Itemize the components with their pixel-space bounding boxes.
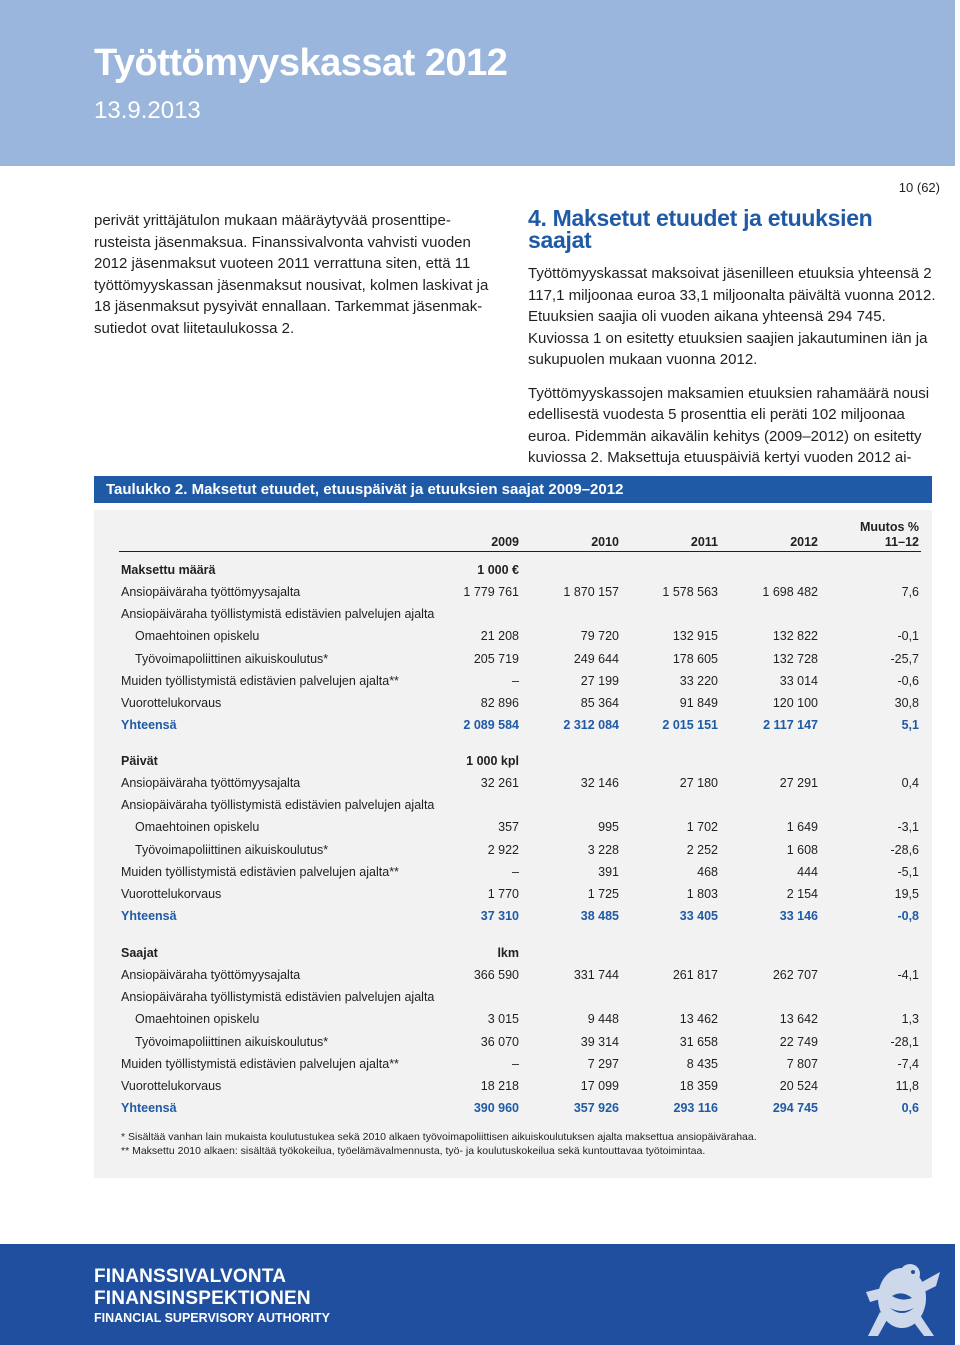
cell-c4: 294 745 xyxy=(772,1101,818,1115)
cell-c4: 1 608 xyxy=(786,843,818,857)
row-label: Yhteensä xyxy=(121,718,177,732)
cell-c1: 32 261 xyxy=(480,776,519,790)
table-row xyxy=(0,607,960,625)
table-section-header xyxy=(0,563,960,581)
cell-c1: lkm xyxy=(497,946,519,960)
table-row xyxy=(0,843,960,861)
table-row xyxy=(0,776,960,794)
cell-c3: 18 359 xyxy=(679,1079,718,1093)
footnote-2: ** Maksettu 2010 alkaen: sisältää työkokeilua, työelämävalmennusta, työ- ja koulutuskokeilua sekä kuntouttavaa työtoimintaa. xyxy=(121,1145,706,1157)
coat-of-arms-lion-icon xyxy=(862,1252,942,1340)
cell-c3: 261 817 xyxy=(672,968,718,982)
cell-c1: 390 960 xyxy=(473,1101,519,1115)
cell-c1: 1 779 761 xyxy=(463,585,519,599)
cell-c1: 357 xyxy=(498,820,519,834)
cell-c4: 1 649 xyxy=(786,820,818,834)
cell-c5: -3,1 xyxy=(897,820,919,834)
page-header xyxy=(0,0,955,166)
logo-line-fi: FINANSSIVALVONTA xyxy=(94,1266,287,1287)
cell-c3: 293 116 xyxy=(673,1101,718,1115)
table-row xyxy=(0,798,960,816)
cell-c4: 262 707 xyxy=(772,968,818,982)
row-label: Vuorottelukorvaus xyxy=(121,1079,222,1093)
section-paragraph-1: Työttömyyskassat maksoivat jäsenilleen etuuksia yhteensä 2 117,1 miljoonaa euroa 33,1 miljoonalta päivältä vuonna 2012. Etuuksien saajia oli vuoden aikana yhteensä 294 745. Kuviossa 1 on esitetty etuuksien saajien jakautuminen iän ja sukupuolen mukaan vuonna 2012. xyxy=(528,265,936,368)
section-paragraph-2: Työttömyyskassojen maksamien etuuksien rahamäärä nousi edellisestä vuodesta 5 prosenttia eli peräti 102 miljoonaa euroa. Pidemmän aikavälin kehitys (2009–2012) on esitetty kuviossa 2. Maksettuja etuuspäiviä kertyi vuoden 2012 ai- xyxy=(528,384,930,466)
left-column-text xyxy=(94,210,504,339)
table-row xyxy=(0,652,960,670)
footnote-1: * Sisältää vanhan lain mukaista koulutustukea sekä 2010 alkaen työvoimapoliittisen aikuiskoulutuksen ajalta maksettua ansiopäivärahaa. xyxy=(121,1131,757,1143)
cell-c1: 21 208 xyxy=(480,629,519,643)
cell-c4: 7 807 xyxy=(786,1057,818,1071)
cell-c5: 30,8 xyxy=(894,696,919,710)
cell-c1: 1 000 € xyxy=(477,563,519,577)
cell-c2: 17 099 xyxy=(580,1079,619,1093)
cell-c4: 1 698 482 xyxy=(762,585,818,599)
cell-c4: 33 014 xyxy=(779,674,818,688)
row-label: Omaehtoinen opiskelu xyxy=(135,820,260,834)
table-title: Taulukko 2. Maksetut etuudet, etuuspäivät ja etuuksien saajat 2009–2012 xyxy=(106,481,624,498)
cell-c2: 331 744 xyxy=(573,968,619,982)
cell-c1: 1 000 kpl xyxy=(466,754,519,768)
row-label: Ansiopäiväraha työllistymistä edistävien palvelujen ajalta xyxy=(121,607,435,621)
logo-line-sv: FINANSINSPEKTIONEN xyxy=(94,1288,311,1309)
cell-c4: 33 146 xyxy=(779,909,818,923)
table-title-bar xyxy=(94,476,932,503)
row-label: Ansiopäiväraha työllistymistä edistävien palvelujen ajalta xyxy=(121,990,435,1004)
cell-c3: 1 702 xyxy=(686,820,718,834)
table-row xyxy=(0,585,960,603)
table-total-row xyxy=(0,718,960,736)
cell-c5: 0,6 xyxy=(901,1101,919,1115)
cell-c1: – xyxy=(512,865,519,879)
table-row xyxy=(0,629,960,647)
cell-c1: 36 070 xyxy=(480,1035,519,1049)
cell-c4: 22 749 xyxy=(779,1035,818,1049)
col-header-2010: 2010 xyxy=(591,535,619,549)
cell-c1: 366 590 xyxy=(473,968,519,982)
cell-c2: 38 485 xyxy=(580,909,619,923)
cell-c2: 3 228 xyxy=(587,843,619,857)
cell-c1: – xyxy=(512,1057,519,1071)
cell-c3: 33 405 xyxy=(679,909,718,923)
cell-c2: 995 xyxy=(598,820,619,834)
cell-c3: 27 180 xyxy=(679,776,718,790)
cell-c3: 13 462 xyxy=(679,1012,718,1026)
col-header-2009: 2009 xyxy=(491,535,519,549)
cell-c5: -28,1 xyxy=(890,1035,919,1049)
cell-c5: 1,3 xyxy=(901,1012,919,1026)
table-header-rule xyxy=(119,551,921,552)
cell-c2: 39 314 xyxy=(580,1035,619,1049)
cell-c1: 82 896 xyxy=(480,696,519,710)
table-row xyxy=(0,968,960,986)
cell-c2: 85 364 xyxy=(580,696,619,710)
row-label: Omaehtoinen opiskelu xyxy=(135,629,260,643)
table-section-header xyxy=(0,946,960,964)
cell-c1: 2 089 584 xyxy=(463,718,519,732)
table-row xyxy=(0,674,960,692)
cell-c3: 1 803 xyxy=(686,887,718,901)
cell-c1: – xyxy=(512,674,519,688)
cell-c2: 1 725 xyxy=(587,887,619,901)
cell-c3: 31 658 xyxy=(679,1035,718,1049)
cell-c5: 19,5 xyxy=(894,887,919,901)
cell-c3: 2 252 xyxy=(686,843,718,857)
col-header-2011: 2011 xyxy=(690,535,718,549)
cell-c3: 178 605 xyxy=(672,652,718,666)
table-row xyxy=(0,820,960,838)
cell-c5: -7,4 xyxy=(897,1057,919,1071)
row-label: Vuorottelukorvaus xyxy=(121,696,222,710)
row-label: Muiden työllistymistä edistävien palvelujen ajalta** xyxy=(121,865,399,879)
cell-c3: 33 220 xyxy=(679,674,718,688)
cell-c3: 468 xyxy=(697,865,718,879)
cell-c4: 2 117 147 xyxy=(763,718,818,732)
logo-line-en: FINANCIAL SUPERVISORY AUTHORITY xyxy=(94,1311,330,1325)
cell-c3: 1 578 563 xyxy=(662,585,718,599)
cell-c5: -0,1 xyxy=(897,629,919,643)
section-heading: 4. Maksetut etuudet ja etuuksien saajat xyxy=(528,205,873,253)
row-label: Ansiopäiväraha työllistymistä edistävien palvelujen ajalta xyxy=(121,798,435,812)
cell-c1: 2 922 xyxy=(487,843,519,857)
left-paragraph: perivät yrittäjätulon mukaan määräytyvää prosenttipe- rusteista jäsenmaksua. Finanssivalvonta vahvisti vuoden 2012 jäsenmaksut vuoteen 2011 verrattuna siten, että 11 työttömyyskassan jäsenmaksut nousivat, kolmen laskivat ja 18 jäsenmaksut pysyivät ennallaan. Tarkemmat jäsenmak- sutiedot ovat liitetaulukossa 2. xyxy=(94,212,489,337)
cell-c5: -0,6 xyxy=(897,674,919,688)
cell-c1: 205 719 xyxy=(473,652,519,666)
col-header-change: Muutos % xyxy=(859,520,919,534)
cell-c4: 13 642 xyxy=(779,1012,818,1026)
row-label: Ansiopäiväraha työttömyysajalta xyxy=(121,776,301,790)
cell-c4: 120 100 xyxy=(772,696,818,710)
col-header-2012: 2012 xyxy=(790,535,818,549)
cell-c1: 37 310 xyxy=(480,909,519,923)
cell-c2: 7 297 xyxy=(587,1057,619,1071)
cell-c5: -5,1 xyxy=(897,865,919,879)
cell-c4: 132 728 xyxy=(772,652,818,666)
cell-c5: 11,8 xyxy=(895,1079,919,1093)
cell-c5: 0,4 xyxy=(901,776,919,790)
cell-c1: 18 218 xyxy=(480,1079,519,1093)
row-label: Ansiopäiväraha työttömyysajalta xyxy=(121,585,301,599)
cell-c1: 1 770 xyxy=(487,887,519,901)
authority-logo-text xyxy=(94,1266,330,1326)
row-label: Muiden työllistymistä edistävien palvelujen ajalta** xyxy=(121,1057,399,1071)
row-label: Työvoimapoliittinen aikuiskoulutus* xyxy=(135,652,329,666)
page-number: 10 (62) xyxy=(898,180,940,195)
row-label: Muiden työllistymistä edistävien palvelujen ajalta** xyxy=(121,674,399,688)
cell-c5: -4,1 xyxy=(897,968,919,982)
row-label: Ansiopäiväraha työttömyysajalta xyxy=(121,968,301,982)
table-row xyxy=(0,990,960,1008)
cell-c4: 27 291 xyxy=(779,776,818,790)
cell-c3: 2 015 151 xyxy=(662,718,718,732)
cell-c2: 391 xyxy=(598,865,619,879)
table-total-row xyxy=(0,1101,960,1119)
row-label: Omaehtoinen opiskelu xyxy=(135,1012,260,1026)
cell-c4: 444 xyxy=(797,865,818,879)
table-row xyxy=(0,696,960,714)
cell-c2: 79 720 xyxy=(580,629,619,643)
cell-c2: 357 926 xyxy=(573,1101,619,1115)
cell-c3: 91 849 xyxy=(679,696,718,710)
cell-c2: 9 448 xyxy=(587,1012,619,1026)
table-row xyxy=(0,1035,960,1053)
cell-c2: 1 870 157 xyxy=(563,585,619,599)
cell-c5: -25,7 xyxy=(890,652,919,666)
table-row xyxy=(0,1079,960,1097)
cell-c5: -28,6 xyxy=(890,843,919,857)
row-label: Yhteensä xyxy=(121,909,177,923)
table-section-header xyxy=(0,754,960,772)
cell-c1: 3 015 xyxy=(487,1012,519,1026)
table-row xyxy=(0,865,960,883)
cell-c2: 27 199 xyxy=(580,674,619,688)
row-label: Maksettu määrä xyxy=(121,563,216,577)
cell-c2: 249 644 xyxy=(573,652,619,666)
cell-c5: -0,8 xyxy=(897,909,919,923)
document-title: Työttömyyskassat 2012 xyxy=(94,42,508,84)
col-header-change-period: 11–12 xyxy=(884,535,919,549)
cell-c5: 5,1 xyxy=(901,718,919,732)
table-row xyxy=(0,887,960,905)
table-row xyxy=(0,1057,960,1075)
row-label: Työvoimapoliittinen aikuiskoulutus* xyxy=(135,843,329,857)
cell-c4: 2 154 xyxy=(786,887,818,901)
cell-c4: 132 822 xyxy=(772,629,818,643)
cell-c5: 7,6 xyxy=(901,585,919,599)
cell-c3: 8 435 xyxy=(686,1057,718,1071)
cell-c2: 2 312 084 xyxy=(563,718,619,732)
row-label: Työvoimapoliittinen aikuiskoulutus* xyxy=(135,1035,329,1049)
right-column xyxy=(528,205,938,481)
cell-c2: 32 146 xyxy=(580,776,619,790)
row-label: Saajat xyxy=(121,946,158,960)
cell-c4: 20 524 xyxy=(779,1079,818,1093)
row-label: Päivät xyxy=(121,754,158,768)
cell-c3: 132 915 xyxy=(672,629,718,643)
row-label: Vuorottelukorvaus xyxy=(121,887,222,901)
table-row xyxy=(0,1012,960,1030)
row-label: Yhteensä xyxy=(121,1101,177,1115)
document-date: 13.9.2013 xyxy=(94,97,201,124)
table-total-row xyxy=(0,909,960,927)
